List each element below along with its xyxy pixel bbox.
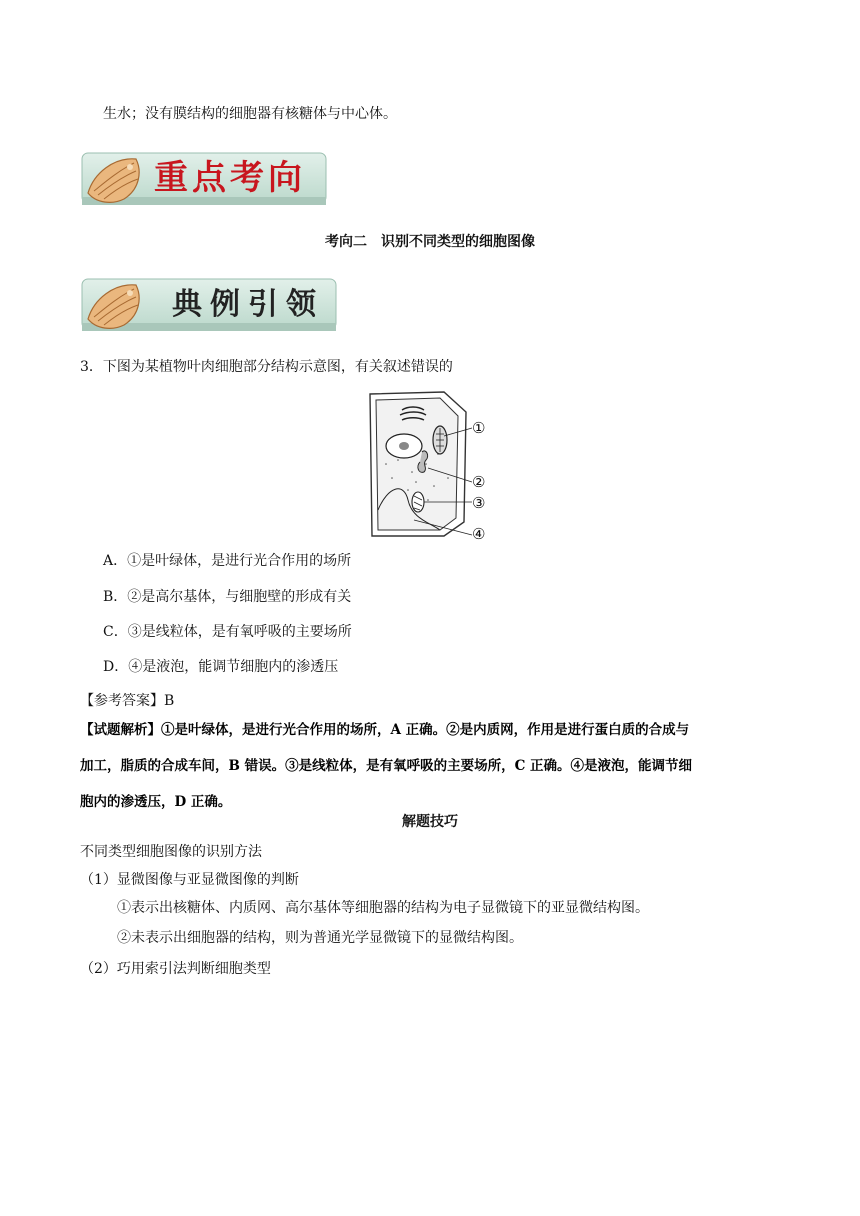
seashell-icon	[84, 153, 146, 205]
banner-title: 重点考向	[154, 158, 306, 198]
option-a: A．①是叶绿体，是进行光合作用的场所	[103, 553, 352, 569]
diagram-label-3: ③	[472, 494, 486, 512]
analysis-line-1: 【试题解析】①是叶绿体，是进行光合作用的场所，A 正确。②是内质网，作用是进行蛋白质的合成与	[80, 722, 690, 738]
option-b: B．②是高尔基体，与细胞壁的形成有关	[103, 589, 352, 605]
diagram-label-1: ①	[472, 419, 486, 437]
reference-answer: 【参考答案】B	[80, 693, 175, 709]
seashell-icon	[84, 279, 146, 331]
tips-intro: 不同类型细胞图像的识别方法	[80, 844, 262, 860]
tips-item-1b: ②未表示出细胞器的结构，则为普通光学显微镜下的显微结构图。	[117, 930, 523, 946]
tips-item-2: （2）巧用索引法判断细胞类型	[80, 961, 271, 977]
plant-cell-diagram	[368, 390, 496, 543]
tips-item-1: （1）显微图像与亚显微图像的判断	[80, 872, 299, 888]
banner-title: 典例引领	[172, 287, 324, 322]
diagram-label-4: ④	[472, 525, 486, 543]
diagram-label-2: ②	[472, 473, 486, 491]
section-heading: 考向二 识别不同类型的细胞图像	[325, 234, 535, 250]
tips-title: 解题技巧	[402, 814, 458, 830]
intro-line: 生水；没有膜结构的细胞器有核糖体与中心体。	[103, 106, 397, 122]
analysis-line-3: 胞内的渗透压，D 正确。	[80, 794, 232, 810]
key-direction-banner	[80, 147, 330, 209]
tips-item-1a: ①表示出核糖体、内质网、高尔基体等细胞器的结构为电子显微镜下的亚显微结构图。	[117, 900, 649, 916]
option-d: D．④是液泡，能调节细胞内的渗透压	[103, 659, 339, 675]
example-banner	[80, 273, 340, 335]
cell-structure-figure	[368, 390, 496, 540]
option-c: C．③是线粒体，是有氧呼吸的主要场所	[103, 624, 352, 640]
question-stem: 3．下图为某植物叶肉细胞部分结构示意图，有关叙述错误的	[80, 359, 453, 375]
analysis-line-2: 加工，脂质的合成车间，B 错误。③是线粒体，是有氧呼吸的主要场所，C 正确。④是液泡，能调节细	[80, 758, 693, 774]
